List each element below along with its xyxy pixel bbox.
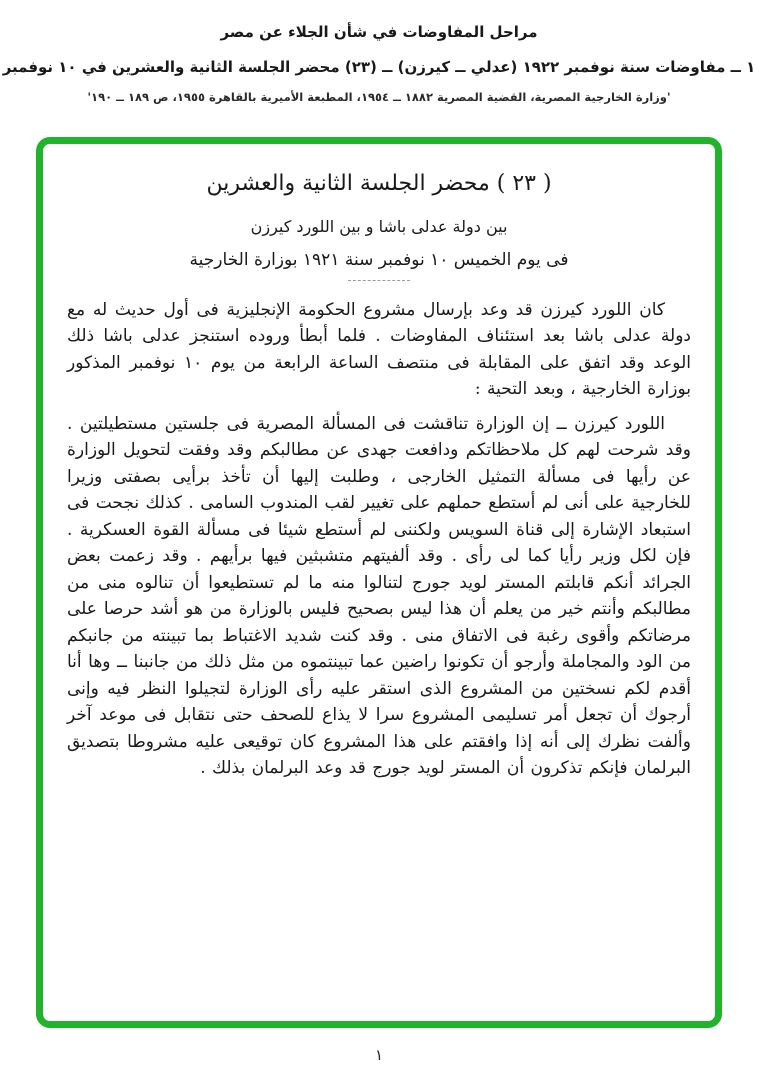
paragraph-curzon-statement: اللورد كيرزن ــ إن الوزارة تناقشت فى المسألة المصرية فى جلستين مستطيلتين . وقد شرحت لهم كل ملاحظاتكم ودافعت جهدى عن مطالبكم وقد وفقت لتحويل الوزارة عن رأيها فى مسألة التمثيل الخارجى ، وطلبت إليها أن تأخذ برأيى بصفتى وزيرا للخارجية على أنى لم أستطع حملهم على تغيير لقب المندوب السامى . كذلك نجحت فى استبعاد الإشارة إلى قناة السويس ولكننى لم أستطع شيئا فى مسألة القوة العسكرية . فإن لكل وزير رأيا كما لى رأى . وقد ألفيتهم متشبثين فيها برأيهم . وقد زعمت بعض الجرائد أنكم قابلتم المستر لويد جورج لتنالوا منه ما لم تستطيعوا أن تنالوه منى من مطالبكم وأنتم خير من يعلم أن هذا ليس بصحيح فليس بالوزارة من هو أشد حرصا على مرضاتكم وأقوى رغبة فى الاتفاق منى . وقد كنت شديد الاغتباط بما تبينته من جانبكم من الود والمجاملة وأرجو أن تكونوا راضين عما تبينتموه من مثل ذلك من جانبنا ــ وها أنا أقدم لكم نسختين من المشروع الذى استقر عليه رأى الوزارة لتجيلوا النظر فيه وإنى أرجوك أن تجعل أمر تسليمى المشروع سرا لا يذاع للصحف حتى نتقابل فى موعد آخر وألفت نظرك إلى أنه إذا وافقتم على هذا المشروع كان توقيعى عليه مشروطا بتصديق البرلمان فإنكم تذكرون أن المستر لويد جورج قد وعد البرلمان بذلك .	[67, 413, 691, 779]
paragraph-introduction: كان اللورد كيرزن قد وعد بإرسال مشروع الحكومة الإنجليزية فى أول حديث له مع دولة عدلى باشا بعد استئناف المفاوضات . فلما أبطأ وروده استنجز عدلى باشا ذلك الوعد وقد اتفق على المقابلة فى منتصف الساعة الرابعة من يوم ١٠ نوفمبر المذكور بوزارة الخارجية ، وبعد التحية :	[67, 299, 691, 400]
page-header	[0, 22, 758, 104]
document-heading: ١ ــ مفاوضات سنة نوفمبر ١٩٢٢ (عدلي ــ كيرزن) ــ (٢٣) محضر الجلسة الثانية والعشرين في ١٠ نوفمبر	[2, 58, 756, 76]
source-citation: 'وزارة الخارجية المصرية، القضية المصرية ١٨٨٢ ــ ١٩٥٤، المطبعة الأميرية بالقاهرة ١٩٥٥، ص ١٨٩ ــ ١٩٠'	[87, 90, 671, 104]
document-body	[43, 144, 715, 1021]
page-number: ١	[374, 1046, 384, 1064]
section-divider	[348, 280, 410, 281]
session-title: ( ٢٣ ) محضر الجلسة الثانية والعشرين	[206, 171, 552, 196]
annotation-box	[36, 137, 722, 1028]
document-collection-title: مراحل المفاوضات في شأن الجلاء عن مصر	[220, 23, 538, 41]
session-date-line: فى يوم الخميس ١٠ نوفمبر سنة ١٩٢١ بوزارة الخارجية	[189, 249, 569, 270]
session-parties: بين دولة عدلى باشا و بين اللورد كيرزن	[250, 216, 508, 236]
